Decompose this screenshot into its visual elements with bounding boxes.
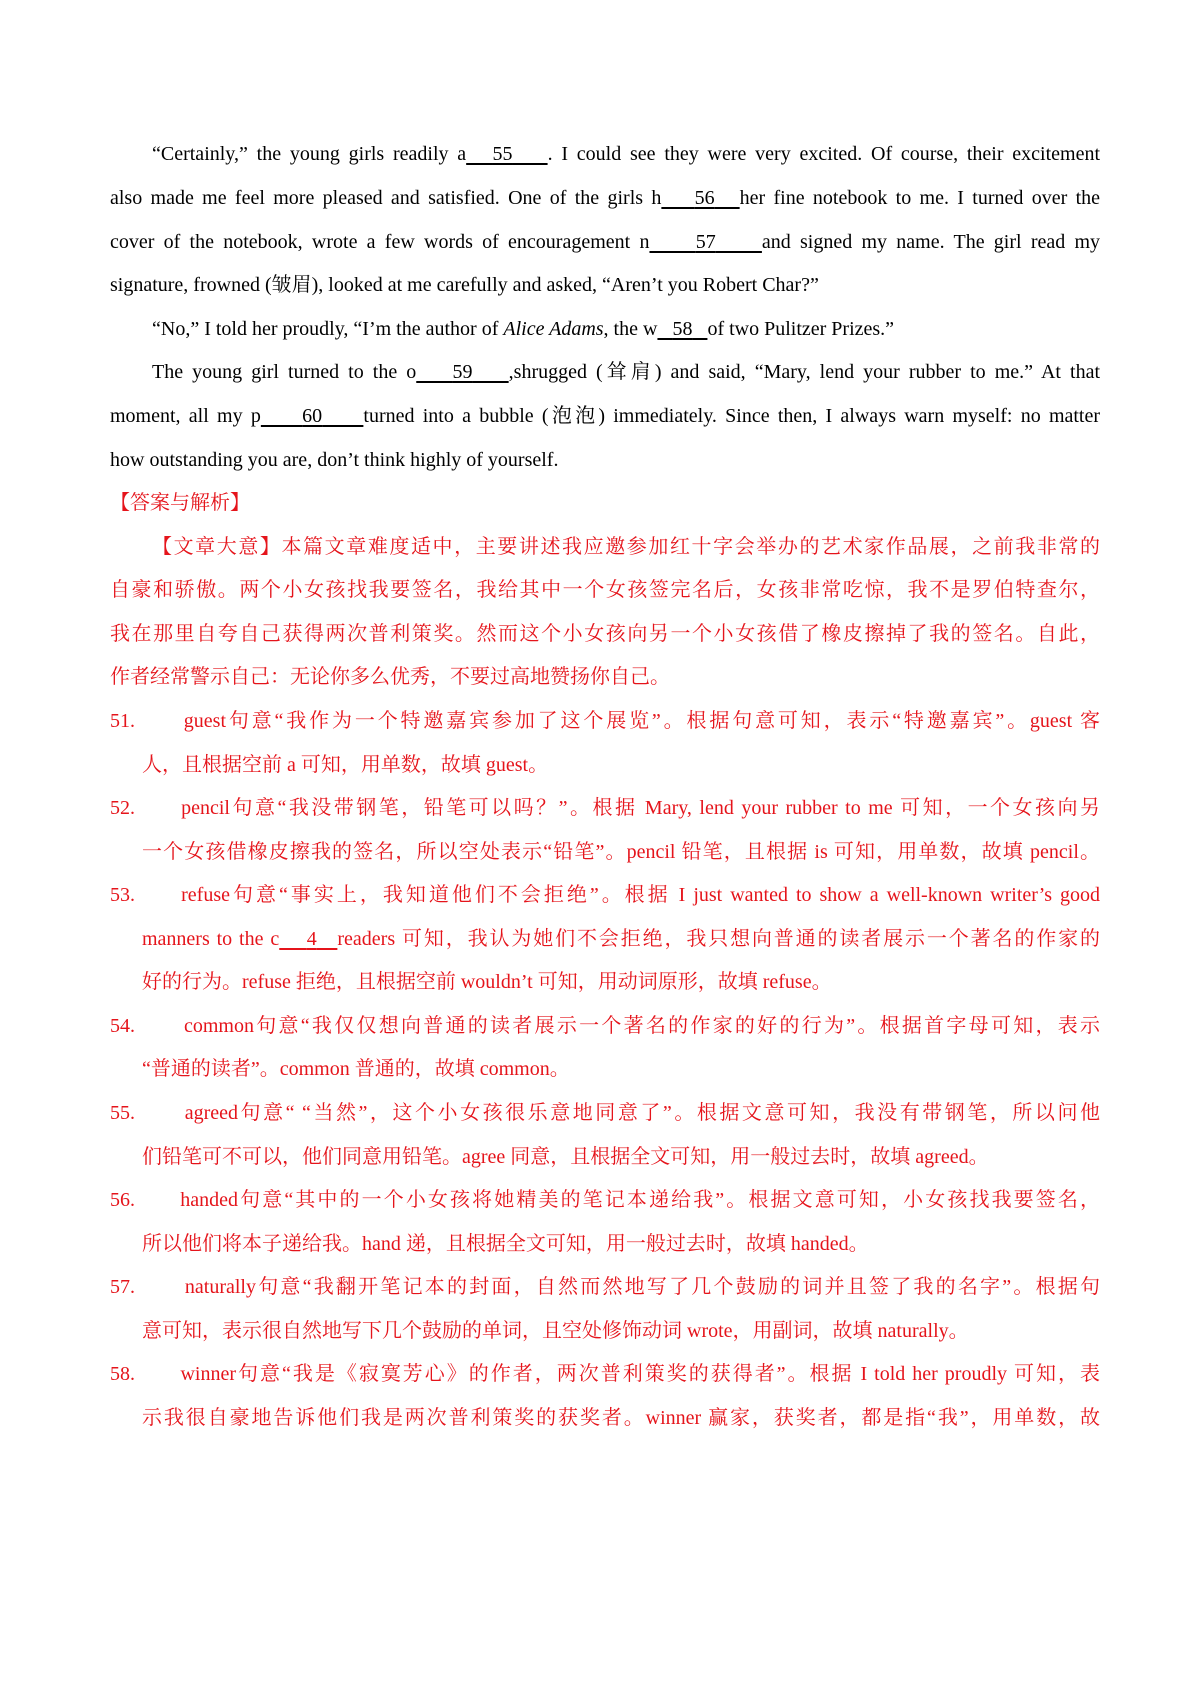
answer-item-57-cont: 意可知，表示很自然地写下几个鼓励的单词，且空处修饰动词 wrote，用副词，故填 naturally。 <box>142 1320 969 1342</box>
answer-item-54: 54. common句意“我仅仅想向普通的读者展示一个著名的作家的好的行为”。根据首字母可知，表示 <box>110 1015 1100 1037</box>
answer-item-54-cont: “普通的读者”。common 普通的，故填 common。 <box>142 1058 570 1080</box>
answer-item-51-cont: 人，且根据空前 a 可知，用单数，故填 guest。 <box>142 754 549 776</box>
summary-line: 我在那里自夸自己获得两次普利策奖。然而这个小女孩向另一个小女孩借了橡皮擦掉了我的签名。自此， <box>110 623 1100 645</box>
passage-line: The young girl turned to the o 59 ,shrugged (耸肩) and said, “Mary, lend your rubber to me.” At that <box>152 361 1101 383</box>
blank-59: 59 <box>452 361 473 383</box>
passage-line: “No,” I told her proudly, “I’m the author of Alice Adams, the w 58 of two Pulitzer Prizes.” <box>152 318 895 340</box>
answer-item-53: 53. refuse句意“事实上，我知道他们不会拒绝”。根据 I just wanted to show a well-known writer’s good <box>110 884 1100 906</box>
passage-line: signature, frowned (皱眉), looked at me carefully and asked, “Aren’t you Robert Char?” <box>110 274 819 296</box>
answer-item-56: 56. handed句意“其中的一个小女孩将她精美的笔记本递给我”。根据文意可知，小女孩找我要签名， <box>110 1189 1100 1211</box>
blank-60: 60 <box>302 405 323 427</box>
blank-57: 57 <box>695 231 716 253</box>
blank-4: 4 <box>306 928 317 950</box>
answer-item-57: 57. naturally句意“我翻开笔记本的封面，自然而然地写了几个鼓励的词并且签了我的名字”。根据句 <box>110 1276 1100 1298</box>
blank-56: 56 <box>694 187 715 209</box>
answer-item-52: 52. pencil句意“我没带钢笔，铅笔可以吗？”。根据 Mary, lend your rubber to me 可知，一个女孩向另 <box>110 797 1100 819</box>
passage-line: also made me feel more pleased and satisfied. One of the girls h 56 her fine notebook to me. I turned over the <box>110 187 1101 209</box>
passage-line: moment, all my p 60 turned into a bubble (泡泡) immediately. Since then, I always warn myself: no matter <box>110 405 1101 427</box>
summary-line: 自豪和骄傲。两个小女孩找我要签名，我给其中一个女孩签完名后，女孩非常吃惊，我不是罗伯特查尔， <box>110 579 1100 601</box>
passage-line: how outstanding you are, don’t think highly of yourself. <box>110 449 559 471</box>
answer-item-51: 51. guest句意“我作为一个特邀嘉宾参加了这个展览”。根据句意可知，表示“特邀嘉宾”。guest 客 <box>110 710 1100 732</box>
answer-item-58-cont: 示我很自豪地告诉他们我是两次普利策奖的获奖者。winner 赢家，获奖者，都是指“我”，用单数，故 <box>142 1407 1100 1429</box>
answers-heading: 【答案与解析】 <box>110 492 250 514</box>
passage-line: cover of the notebook, wrote a few words of encouragement n 57 and signed my name. The girl read my <box>110 231 1101 253</box>
summary-line: 作者经常警示自己：无论你多么优秀，不要过高地赞扬你自己。 <box>110 666 670 688</box>
summary-line: 【文章大意】本篇文章难度适中，主要讲述我应邀参加红十字会举办的艺术家作品展，之前我非常的 <box>152 536 1100 558</box>
answer-item-56-cont: 所以他们将本子递给我。hand 递，且根据全文可知，用一般过去时，故填 handed。 <box>142 1233 869 1255</box>
answer-item-53-cont: 好的行为。refuse 拒绝，且根据空前 wouldn’t 可知，用动词原形，故填 refuse。 <box>142 971 832 993</box>
answer-item-55: 55. agreed句意“ “当然”，这个小女孩很乐意地同意了”。根据文意可知，我没有带钢笔，所以问他 <box>110 1102 1100 1124</box>
answer-item-58: 58. winner句意“我是《寂寞芳心》的作者，两次普利策奖的获得者”。根据 I told her proudly 可知，表 <box>110 1363 1100 1385</box>
answer-item-52-cont: 一个女孩借橡皮擦我的签名，所以空处表示“铅笔”。pencil 铅笔，且根据 is 可知，用单数，故填 pencil。 <box>142 841 1100 863</box>
passage-line: “Certainly,” the young girls readily a 55 . I could see they were very excited. Of course, their excitement <box>152 143 1101 165</box>
answer-item-55-cont: 们铅笔可不可以，他们同意用铅笔。agree 同意，且根据全文可知，用一般过去时，故填 agreed。 <box>142 1146 989 1168</box>
blank-58: 58 <box>672 318 693 340</box>
answer-item-53-cont: manners to the c 4 readers 可知，我认为她们不会拒绝，我只想向普通的读者展示一个著名的作家的 <box>142 928 1101 950</box>
blank-55: 55 <box>492 143 513 165</box>
